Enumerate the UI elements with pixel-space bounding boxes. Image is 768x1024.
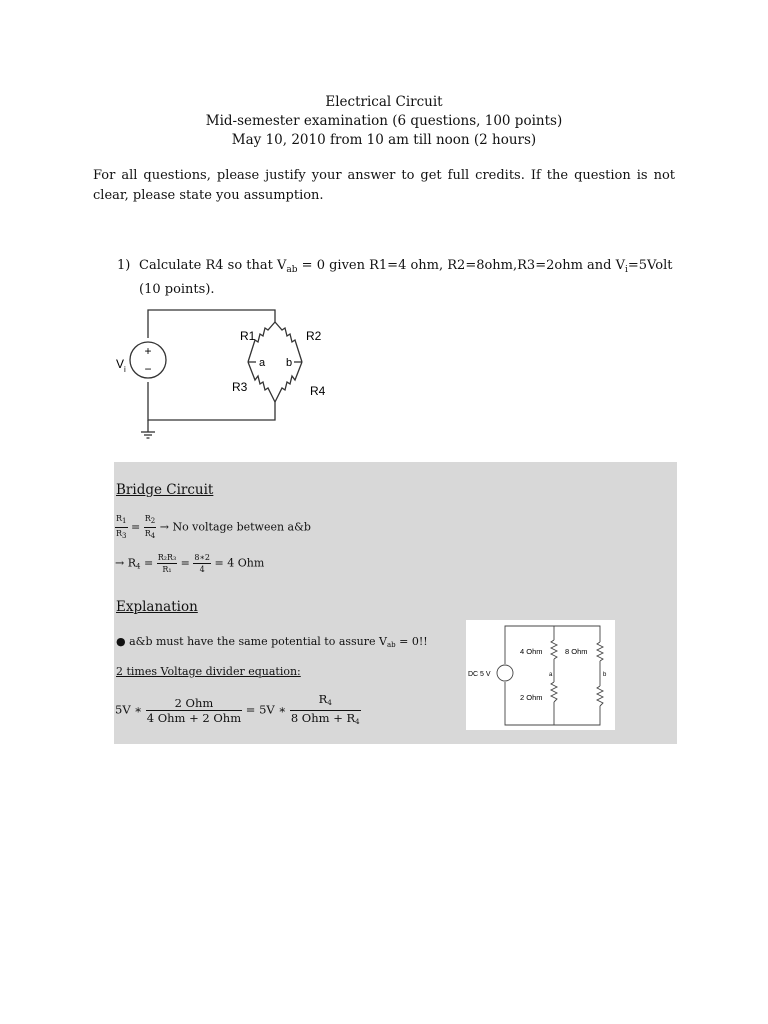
node-b: b: [286, 357, 293, 369]
explanation-heading: Explanation: [116, 599, 198, 615]
source-minus: −: [144, 362, 152, 376]
question-text: Calculate R4 so that $V_{ab} = 0$ given R1=4 ohm, R2=8ohm,R3=2ohm and $V_i=5Volt$ (10 points).: [139, 258, 673, 297]
voltage-divider-equation: 5V ∗ $\frac{\text{2 Ohm}}{\text{4 Ohm + 2 Ohm}}$ = 5V ∗ $\frac{R_4}{8 Ohm + R_4}$: [115, 692, 360, 726]
bridge-circuit-diagram: [108, 300, 348, 442]
source-label-sub: i: [124, 365, 126, 374]
label-2-ohm: 2 Ohm: [520, 693, 543, 702]
node-a-label: a: [549, 672, 553, 678]
question-1: [117, 256, 687, 299]
instructions: For all questions, please justify your answer to get full credits. If the question is not clear, please state you assumption.: [93, 168, 675, 203]
voltage-divider-title: 2 times Voltage divider equation:: [116, 665, 301, 678]
dc-source-symbol: [497, 665, 513, 681]
dc-source-label: DC 5 V: [468, 671, 491, 678]
bullet-dot-icon: ●: [116, 635, 126, 648]
explanation-bullet: ● a&b must have the same potential to assure $V_{ab} = 0$!!: [116, 635, 428, 649]
voltage-divider-circuit-diagram: [466, 620, 615, 730]
label-r1: R1: [240, 329, 256, 343]
course-title: Electrical Circuit: [325, 94, 443, 110]
label-r2: R2: [306, 329, 322, 343]
r4-calculation: → $R_4$ = $\frac{\text{R₂R₃}}{\text{R₁}}$ = $\frac{8∗2}{4}$ = 4 Ohm: [115, 553, 265, 574]
label-r4: R4: [310, 384, 326, 398]
exam-date: May 10, 2010 from 10 am till noon (2 hours): [231, 132, 537, 148]
source-label: V: [116, 357, 125, 371]
question-points: (10 points).: [139, 282, 215, 297]
exam-subtitle: Mid-semester examination (6 questions, 100 points): [205, 113, 563, 129]
label-4-ohm: 4 Ohm: [520, 647, 543, 656]
label-r3: R3: [232, 380, 248, 394]
bridge-circuit-heading: Bridge Circuit: [116, 482, 214, 498]
node-a: a: [259, 357, 266, 369]
node-b-label: b: [603, 672, 607, 678]
label-8-ohm: 8 Ohm: [565, 647, 588, 656]
exam-header: [0, 93, 768, 150]
question-number: 1): [117, 258, 131, 273]
source-plus: +: [144, 344, 152, 358]
bridge-balance-equation: $\frac{R1}{R3}$ = $\frac{R2}{R4}$ → No voltage between a&b: [116, 514, 311, 540]
